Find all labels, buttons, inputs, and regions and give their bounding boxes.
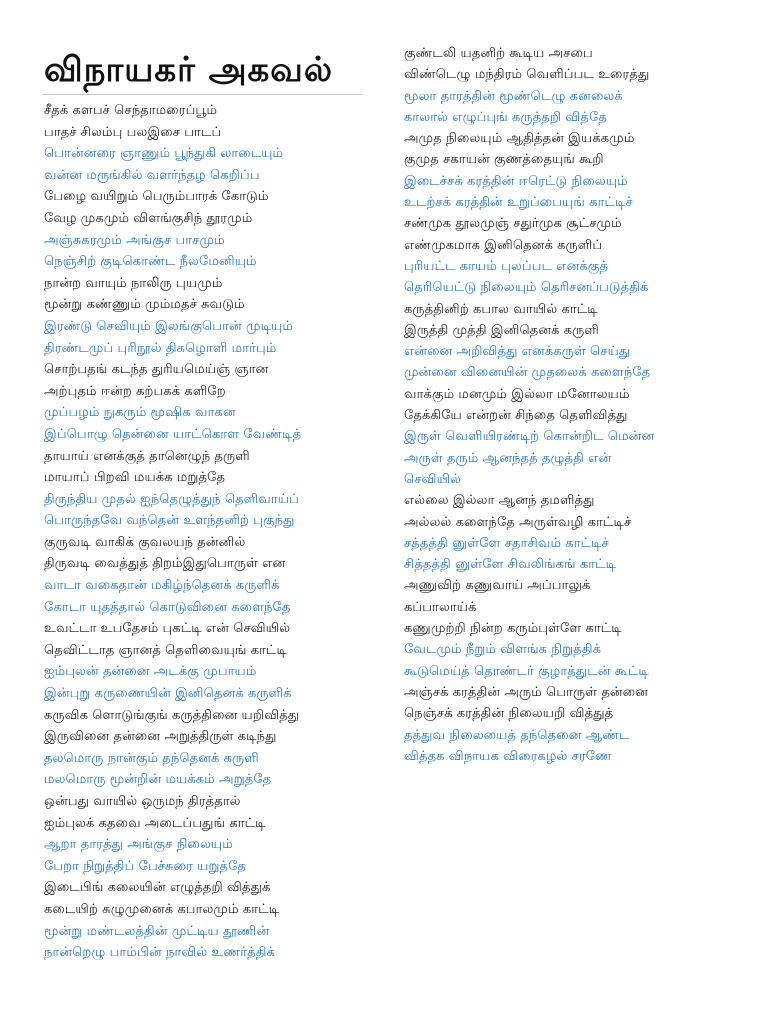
verse-line: தெவிட்டாத ஞானத் தெளிவையுங் காட்டி xyxy=(44,642,288,658)
verse-line: இருவினை தன்னை அறுத்திருள் கடிந்து xyxy=(44,729,277,745)
verse-line: இருள் வெளியிரண்டிற் கொன்றிட மென்ன xyxy=(404,429,655,445)
page-title: விநாயகர் அகவல் xyxy=(44,50,334,90)
verse-line: கூடுமெய்த் தொண்டர் குழாத்துடன் கூட்டி xyxy=(404,663,649,679)
verse-line: அஞ்சுகரமும் அங்குச பாசமும் xyxy=(44,232,225,248)
verse-line: சண்முக தூலமுஞ் சதுர்முக சூட்சமும் xyxy=(404,216,622,232)
verse-line: திரண்டமுப் புரிநூல் திகழொளி மார்பும் xyxy=(44,340,277,356)
verse-line: ஐம்புலன் தன்னை அடக்கு முபாயம் xyxy=(44,664,257,680)
verse-line: அஞ்சக் கரத்தின் அரும் பொருள் தன்னை xyxy=(404,684,648,700)
verse-line: வன்ன மருங்கில் வளர்ந்தழ கெறிப்ப xyxy=(44,167,260,183)
verse-line: இரண்டு செவியும் இலங்குபொன் முடியும் xyxy=(44,318,294,334)
verse-line: குண்டலி யதனிற் கூடிய அசபை xyxy=(404,46,593,61)
verse-line: இடைபிங் கலையின் எழுத்தறி வித்துக் xyxy=(44,880,271,896)
verse-line: சத்தத்தி னுள்ளே சதாசிவம் காட்டிச் xyxy=(404,535,609,551)
verse-line: வாக்கும் மனமும் இல்லா மனோலயம் xyxy=(404,386,630,402)
verse-line: குருவடி வாகிக் குவலயந் தன்னில் xyxy=(44,534,246,550)
verse-line: சித்தத்தி னுள்ளே சிவலிங்கங் காட்டி xyxy=(404,557,617,573)
verse-line: தத்துவ நிலையைத் தந்தெனை ஆண்ட xyxy=(404,727,630,743)
verse-line: இப்பொழு தென்னை யாட்கொள வேண்டித் xyxy=(44,426,302,442)
verse-line: கப்பாலாய்க் xyxy=(404,599,477,615)
verse-line: பேறா நிறுத்திப் பேச்சுரை யறுத்தே xyxy=(44,858,247,874)
verse-line: சொற்பதங் கடந்த துரியமெய்ஞ் ஞான xyxy=(44,362,269,378)
verse-line: திருந்திய முதல் ஐந்தெழுத்துந் தெளிவாய்ப் xyxy=(44,491,299,507)
verse-line: உவட்டா உபதேசம் புகட்டி என் செவியில் xyxy=(44,621,291,637)
verse-line: கணுமுற்றி நின்ற கரும்புள்ளே காட்டி xyxy=(404,621,622,637)
verse-line: இருத்தி முத்தி இனிதெனக் கருளி xyxy=(404,322,599,338)
verse-line: தாயாய் எனக்குத் தானெழுந் தருளி xyxy=(44,448,250,464)
verse-line: புரியட்ட காயம் புலப்பட எனக்குத் xyxy=(404,258,609,274)
verse-line: மூன்று மண்டலத்தின் முட்டிய தூணின் xyxy=(44,923,270,939)
verse-line: சீதக் களபச் செந்தாமரைப்பூம் xyxy=(44,103,218,118)
verse-column-right xyxy=(404,43,749,767)
verse-line: பொன்னரை ஞாணும் பூந்துகி லாடையும் xyxy=(44,146,284,162)
verse-line: பொருந்தவே வந்தென் உளந்தனிற் புகுந்து xyxy=(44,513,295,529)
verse-line: திருவடி வைத்துத் திறம்இதுபொருள் என xyxy=(44,556,286,572)
verse-line: இடைச்சக் கரத்தின் ஈரெட்டு நிலையும் xyxy=(404,173,628,189)
verse-line: முப்பழம் நுகரும் மூஷிக வாகன xyxy=(44,405,236,421)
verse-line: ஆறா தாரத்து அங்குச நிலையும் xyxy=(44,837,233,853)
verse-line: ஒன்பது வாயில் ஒருமந் திரத்தால் xyxy=(44,794,241,809)
verse-line: வித்தக விநாயக விரைகழல் சரணே xyxy=(404,748,612,764)
verse-line: உடற்சக் கரத்தின் உறுப்பையுங் காட்டிச் xyxy=(404,195,633,211)
verse-line: எல்லை இல்லா ஆனந் தமளித்து xyxy=(404,493,595,509)
verse-line: மூன்று கண்ணும் மும்மதச் சுவடும் xyxy=(44,297,245,313)
verse-line: தெரியெட்டு நிலையும் தெரிசனப்படுத்திக் xyxy=(404,280,649,296)
verse-line: விண்டெழு மந்திரம் வெளிப்பட உரைத்து xyxy=(404,67,650,83)
verse-line: எண்முகமாக இனிதெனக் கருளிப் xyxy=(404,237,603,253)
verse-line: நெஞ்சக் கரத்தின் நிலையறி வித்துத் xyxy=(404,706,614,722)
verse-line: நான்றெழு பாம்பின் நாவில் உணர்த்திக் xyxy=(44,945,275,961)
verse-line: பேழை வயிறும் பெரும்பாரக் கோடும் xyxy=(44,189,269,205)
verse-line: ஐம்புலக் கதவை அடைப்பதுங் காட்டி xyxy=(44,815,266,831)
verse-line: என்னை அறிவித்து எனக்கருள் செய்து xyxy=(404,344,631,360)
verse-line: வேடமும் நீறும் விளங்க நிறுத்திக் xyxy=(404,642,602,658)
verse-line: நான்ற வாயும் நாலிரு புயமும் xyxy=(44,275,223,291)
verse-line: தேக்கியே என்றன் சிந்தை தெளிவித்து xyxy=(404,408,628,424)
verse-line: அணுவிற் கணுவாய் அப்பாலுக் xyxy=(404,578,591,594)
title-divider xyxy=(42,94,363,95)
verse-line: நெஞ்சிற் குடிகொண்ட நீலமேனியும் xyxy=(44,254,257,270)
verse-line: அற்புதம் ஈன்ற கற்பகக் களிறே xyxy=(44,383,226,399)
verse-line: குமுத சகாயன் குணத்தையுங் கூறி xyxy=(404,152,604,168)
verse-line: மூலா தாரத்தின் மூண்டெழு கனலைக் xyxy=(404,88,623,104)
verse-line: முன்னை வினையின் முதலைக் களைந்தே xyxy=(404,365,651,381)
verse-line: அருள் தரும் ஆனந்தத் தழுத்தி என் xyxy=(404,450,612,466)
verse-line: மாயாப் பிறவி மயக்க மறுத்தே xyxy=(44,470,226,486)
verse-line: வேழ முகமும் விளங்குசிந் தூரமும் xyxy=(44,210,253,226)
verse-line: கடையிற் சுழுமுனைக் கபாலமும் காட்டி xyxy=(44,901,280,917)
verse-line: பாதச் சிலம்பு பலஇசை பாடப் xyxy=(44,124,222,140)
verse-line: இன்புறு கருணையின் இனிதெனக் கருளிக் xyxy=(44,686,292,702)
verse-line: காலால் எழுப்புங் கருத்தறி வித்தே xyxy=(404,109,607,125)
verse-line: கோடா யுதத்தால் கொடுவினை களைந்தே xyxy=(44,599,291,615)
verse-line: தலமொரு நான்கும் தந்தெனக் கருளி xyxy=(44,750,259,766)
verse-line: கருவிக ளொடுங்குங் கருத்தினை யறிவித்து xyxy=(44,707,300,723)
verse-line: செவியில் xyxy=(404,471,462,487)
verse-column-left xyxy=(44,100,374,964)
verse-line: கருத்தினிற் கபால வாயில் காட்டி xyxy=(404,301,598,317)
verse-line: அல்லல் களைந்தே அருள்வழி காட்டிச் xyxy=(404,514,632,530)
verse-line: வாடா வகைதான் மகிழ்ந்தெனக் கருளிக் xyxy=(44,578,280,594)
verse-line: அமுத நிலையும் ஆதித்தன் இயக்கமும் xyxy=(404,131,635,147)
verse-line: மலமொரு மூன்றின் மயக்கம் அறுத்தே xyxy=(44,772,272,788)
